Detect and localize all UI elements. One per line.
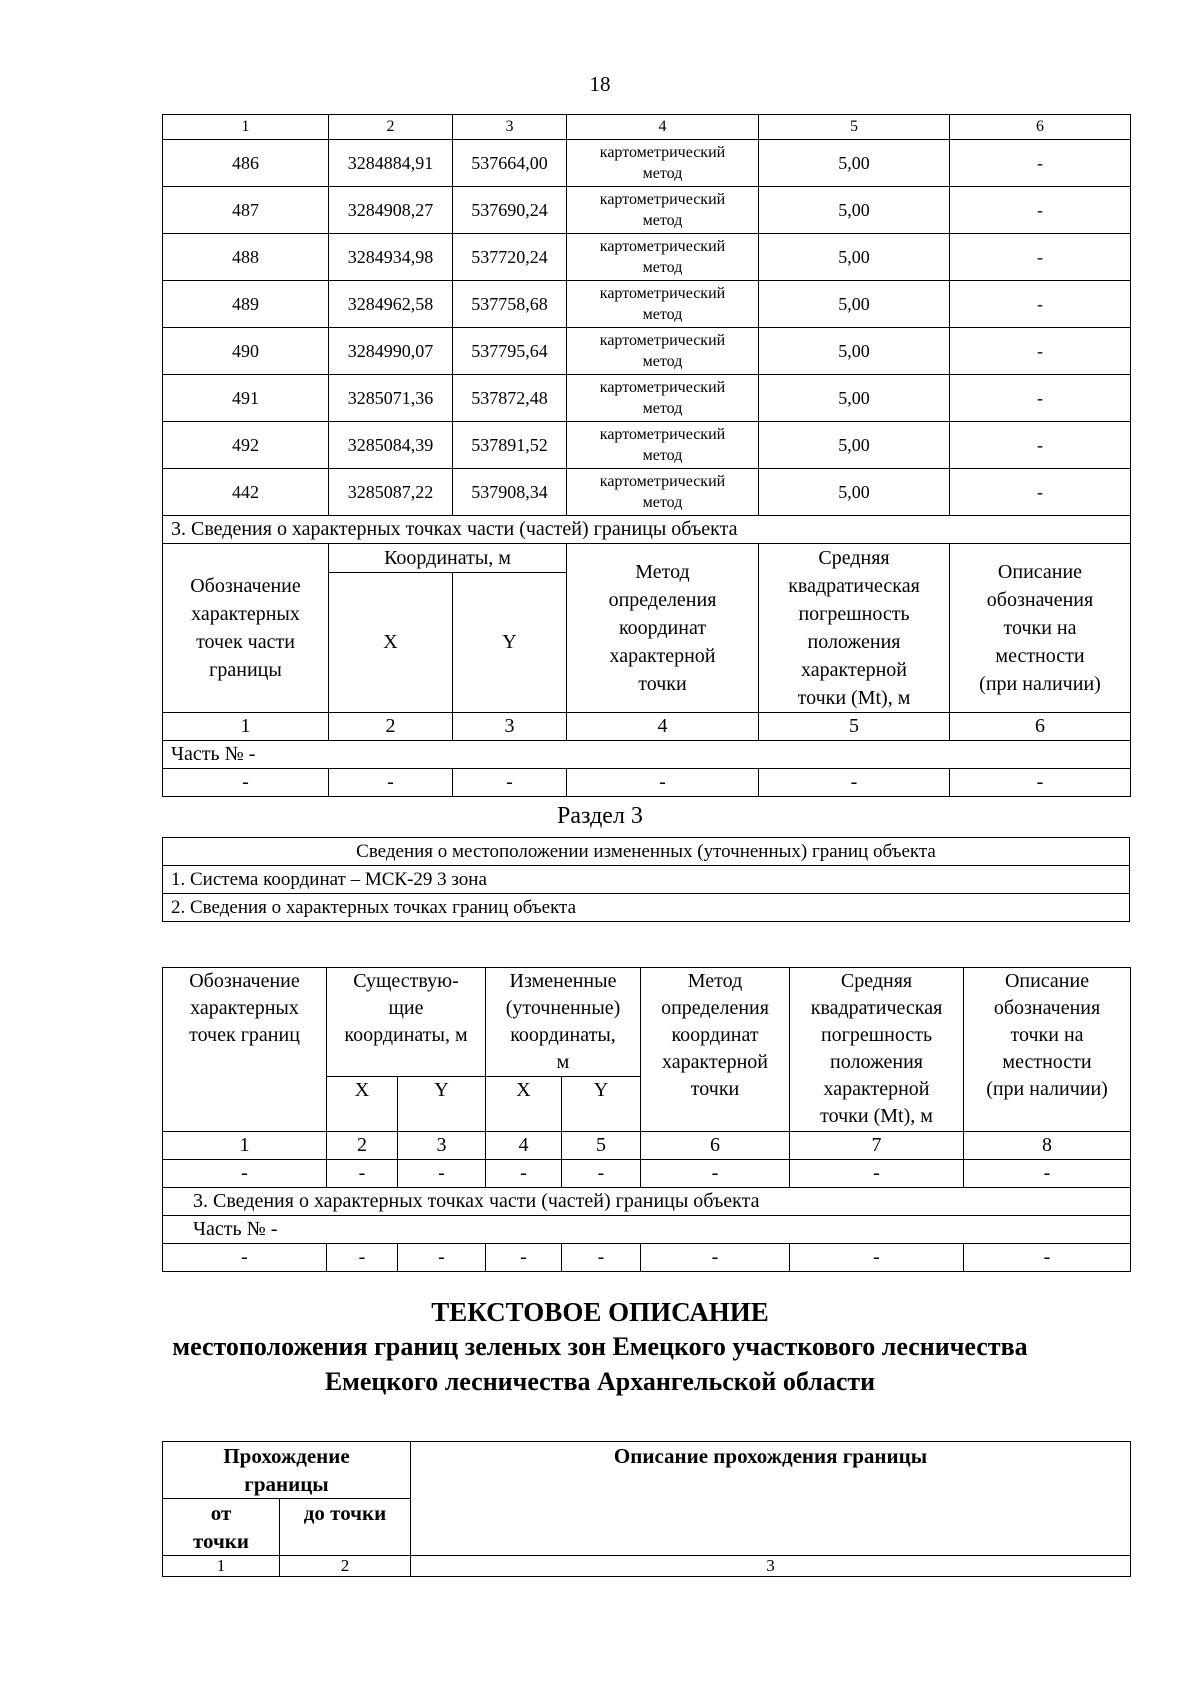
description-cell: - bbox=[950, 422, 1131, 469]
empty-cell: - bbox=[486, 1160, 562, 1188]
col-number: 5 bbox=[759, 713, 950, 741]
y-cell: 537908,34 bbox=[453, 469, 567, 516]
point-cell: 491 bbox=[163, 375, 329, 422]
empty-cell: - bbox=[964, 1160, 1131, 1188]
col-number: 1 bbox=[163, 1132, 327, 1160]
point-cell: 492 bbox=[163, 422, 329, 469]
x-cell: 3284908,27 bbox=[329, 187, 453, 234]
col-number: 2 bbox=[329, 713, 453, 741]
col-number: 5 bbox=[562, 1132, 641, 1160]
x-cell: 3284934,98 bbox=[329, 234, 453, 281]
x-cell: 3284962,58 bbox=[329, 281, 453, 328]
page-number: 18 bbox=[589, 72, 611, 96]
y-cell: 537872,48 bbox=[453, 375, 567, 422]
changed-coords-header: Измененные (уточненные) координаты, м bbox=[486, 968, 641, 1077]
error-header: Средняя квадратическая погрешность положения характерной точки (Mt), м bbox=[759, 544, 950, 713]
section-heading: 3. Сведения о характерных точках части (частей) границы объекта bbox=[163, 516, 1131, 544]
description-cell: - bbox=[950, 281, 1131, 328]
method-cell: картометрический метод bbox=[567, 469, 759, 516]
method-cell: картометрический метод bbox=[567, 187, 759, 234]
description-cell: - bbox=[950, 140, 1131, 187]
empty-cell: - bbox=[759, 769, 950, 797]
empty-cell: - bbox=[950, 769, 1131, 797]
col-number: 3 bbox=[411, 1556, 1131, 1577]
table-row bbox=[163, 375, 1131, 422]
changed-coordinates-table bbox=[162, 967, 1131, 1272]
from-point-header: от точки bbox=[163, 1499, 280, 1556]
info-title: Сведения о местоположении измененных (уточненных) границ объекта bbox=[163, 838, 1130, 866]
table-row bbox=[163, 469, 1131, 516]
changed-borders-info-table bbox=[162, 837, 1130, 922]
empty-cell: - bbox=[327, 1160, 398, 1188]
x-cell: 3285071,36 bbox=[329, 375, 453, 422]
empty-cell: - bbox=[398, 1160, 486, 1188]
col-number: 1 bbox=[163, 713, 329, 741]
y-cell: 537690,24 bbox=[453, 187, 567, 234]
description-header: Описание обозначения точки на местности (при наличии) bbox=[964, 968, 1131, 1132]
point-cell: 490 bbox=[163, 328, 329, 375]
to-point-header: до точки bbox=[280, 1499, 411, 1556]
col-number: 2 bbox=[329, 115, 453, 140]
empty-cell: - bbox=[398, 1244, 486, 1272]
y-cell: 537795,64 bbox=[453, 328, 567, 375]
x-cell: 3285084,39 bbox=[329, 422, 453, 469]
x-cell: 3284884,91 bbox=[329, 140, 453, 187]
description-header: Описание прохождения границы bbox=[411, 1442, 1131, 1556]
col-number: 4 bbox=[567, 713, 759, 741]
table-row bbox=[163, 140, 1131, 187]
point-header: Обозначение характерных точек части границы bbox=[163, 544, 329, 713]
point-cell: 487 bbox=[163, 187, 329, 234]
part-label: Часть № - bbox=[163, 741, 1131, 769]
points-info-line: 2. Сведения о характерных точках границ объекта bbox=[163, 894, 1130, 922]
col-number: 3 bbox=[453, 713, 567, 741]
existing-coords-header: Существую- щие координаты, м bbox=[327, 968, 486, 1077]
description-header: Описание обозначения точки на местности (при наличии) bbox=[950, 544, 1131, 713]
method-cell: картометрический метод bbox=[567, 281, 759, 328]
method-cell: картометрический метод bbox=[567, 234, 759, 281]
method-cell: картометрический метод bbox=[567, 328, 759, 375]
table-row bbox=[163, 281, 1131, 328]
description-cell: - bbox=[950, 469, 1131, 516]
col-number: 3 bbox=[398, 1132, 486, 1160]
col-number: 6 bbox=[950, 115, 1131, 140]
error-cell: 5,00 bbox=[759, 234, 950, 281]
error-cell: 5,00 bbox=[759, 422, 950, 469]
col-number: 5 bbox=[759, 115, 950, 140]
empty-cell: - bbox=[327, 1244, 398, 1272]
y-cell: 537891,52 bbox=[453, 422, 567, 469]
table-row bbox=[163, 422, 1131, 469]
empty-cell: - bbox=[163, 769, 329, 797]
col-number: 6 bbox=[641, 1132, 790, 1160]
empty-cell: - bbox=[453, 769, 567, 797]
empty-cell: - bbox=[562, 1160, 641, 1188]
empty-cell: - bbox=[562, 1244, 641, 1272]
x-header: X bbox=[329, 573, 453, 713]
method-cell: картометрический метод bbox=[567, 140, 759, 187]
col-number: 1 bbox=[163, 1556, 280, 1577]
method-header: Метод определения координат характерной точки bbox=[641, 968, 790, 1132]
error-cell: 5,00 bbox=[759, 140, 950, 187]
text-description-subtitle: местоположения границ зеленых зон Емецкого участкового лесничества bbox=[172, 1332, 1028, 1361]
section-title: Раздел 3 bbox=[557, 803, 643, 829]
passage-header: Прохождение границы bbox=[163, 1442, 411, 1499]
table-row bbox=[163, 328, 1131, 375]
empty-cell: - bbox=[790, 1160, 964, 1188]
point-cell: 486 bbox=[163, 140, 329, 187]
y-cell: 537664,00 bbox=[453, 140, 567, 187]
point-cell: 442 bbox=[163, 469, 329, 516]
coords-header: Координаты, м bbox=[329, 544, 567, 573]
method-header: Метод определения координат характерной точки bbox=[567, 544, 759, 713]
method-cell: картометрический метод bbox=[567, 375, 759, 422]
col-number: 6 bbox=[950, 713, 1131, 741]
x-header: X bbox=[486, 1077, 562, 1132]
col-number: 4 bbox=[567, 115, 759, 140]
column-numbers-row bbox=[163, 115, 1131, 140]
col-number: 2 bbox=[327, 1132, 398, 1160]
table-row bbox=[163, 187, 1131, 234]
point-header: Обозначение характерных точек границ bbox=[163, 968, 327, 1132]
y-header: Y bbox=[398, 1077, 486, 1132]
error-cell: 5,00 bbox=[759, 281, 950, 328]
col-number: 3 bbox=[453, 115, 567, 140]
coordinates-table bbox=[162, 114, 1131, 797]
error-cell: 5,00 bbox=[759, 187, 950, 234]
col-number: 8 bbox=[964, 1132, 1131, 1160]
y-cell: 537758,68 bbox=[453, 281, 567, 328]
col-number: 4 bbox=[486, 1132, 562, 1160]
table-row bbox=[163, 234, 1131, 281]
error-cell: 5,00 bbox=[759, 375, 950, 422]
border-description-table bbox=[162, 1441, 1131, 1577]
empty-cell: - bbox=[486, 1244, 562, 1272]
col-number: 1 bbox=[163, 115, 329, 140]
coordinate-system-line: 1. Система координат – МСК-29 3 зона bbox=[163, 866, 1130, 894]
point-cell: 489 bbox=[163, 281, 329, 328]
empty-cell: - bbox=[163, 1244, 327, 1272]
point-cell: 488 bbox=[163, 234, 329, 281]
error-cell: 5,00 bbox=[759, 469, 950, 516]
part-label: Часть № - bbox=[163, 1216, 1131, 1244]
description-cell: - bbox=[950, 328, 1131, 375]
y-cell: 537720,24 bbox=[453, 234, 567, 281]
error-cell: 5,00 bbox=[759, 328, 950, 375]
error-header: Средняя квадратическая погрешность положения характерной точки (Mt), м bbox=[790, 968, 964, 1132]
empty-cell: - bbox=[567, 769, 759, 797]
description-cell: - bbox=[950, 234, 1131, 281]
x-cell: 3284990,07 bbox=[329, 328, 453, 375]
section-heading: 3. Сведения о характерных точках части (частей) границы объекта bbox=[163, 1188, 1131, 1216]
col-number: 7 bbox=[790, 1132, 964, 1160]
empty-cell: - bbox=[790, 1244, 964, 1272]
empty-cell: - bbox=[641, 1244, 790, 1272]
method-cell: картометрический метод bbox=[567, 422, 759, 469]
y-header: Y bbox=[562, 1077, 641, 1132]
description-cell: - bbox=[950, 375, 1131, 422]
empty-cell: - bbox=[163, 1160, 327, 1188]
empty-cell: - bbox=[964, 1244, 1131, 1272]
text-description-title: ТЕКСТОВОЕ ОПИСАНИЕ bbox=[431, 1297, 769, 1327]
text-description-subtitle: Емецкого лесничества Архангельской области bbox=[324, 1367, 876, 1396]
x-cell: 3285087,22 bbox=[329, 469, 453, 516]
empty-cell: - bbox=[641, 1160, 790, 1188]
empty-cell: - bbox=[329, 769, 453, 797]
col-number: 2 bbox=[280, 1556, 411, 1577]
x-header: X bbox=[327, 1077, 398, 1132]
description-cell: - bbox=[950, 187, 1131, 234]
y-header: Y bbox=[453, 573, 567, 713]
